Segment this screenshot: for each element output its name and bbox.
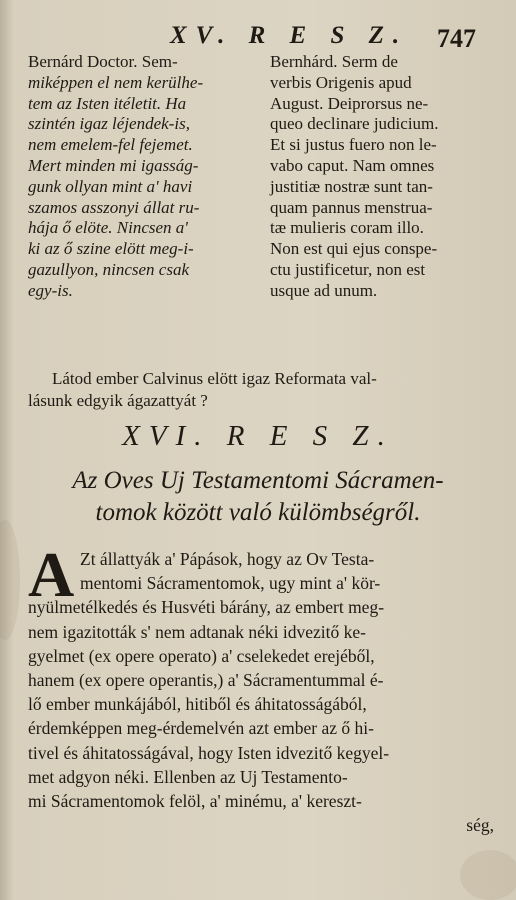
right-line: quam pannus menstrua-	[270, 197, 433, 217]
right-line: ctu justificetur, non est	[270, 259, 426, 279]
right-line: vabo caput. Nam omnes	[270, 155, 435, 175]
body-line: Zt állattyák a' Pápások, hogy az Ov Testa-	[80, 549, 375, 569]
summary-paragraph	[28, 368, 498, 412]
body-line: érdemképpen meg-érdemelvén azt ember az ő hi-	[28, 718, 374, 739]
subtitle-line: tomok között való külömbségről.	[95, 499, 421, 526]
right-line: Non est qui ejus conspe-	[270, 239, 438, 259]
paper-stain	[0, 520, 20, 640]
left-line: nem emelem-fel fejemet.	[28, 135, 193, 155]
body-paragraph	[28, 539, 498, 837]
body-line: hanem (ex opere operantis,) a' Sácramentummal é-	[28, 670, 384, 691]
subtitle-line: Az Oves Uj Testamentomi Sácramen-	[72, 467, 444, 494]
left-line: gunk ollyan mint a' havi	[28, 176, 193, 196]
paper-stain	[460, 850, 516, 900]
right-line: Bernhárd. Serm de	[270, 52, 398, 71]
drop-cap: A	[28, 539, 75, 610]
left-line: Bernárd Doctor. Sem-	[28, 52, 178, 71]
left-line: gazullyon, nincsen csak	[28, 259, 189, 279]
left-column-hungarian	[28, 52, 260, 302]
right-line: verbis Origenis apud	[270, 72, 412, 92]
summary-line: lásunk edgyik ágazattyát ?	[28, 391, 208, 410]
left-line: Mert minden mi igasság-	[28, 155, 199, 175]
page-number: 747	[437, 24, 476, 53]
running-header	[0, 12, 516, 52]
body-line: mi Sácramentomok felöl, a' minému, a' kereszt-	[28, 791, 362, 812]
right-column-latin	[270, 52, 495, 302]
body-line: lő ember munkájából, hitiből és áhitatosságából,	[28, 694, 367, 715]
body-line: mentomi Sácramentomok, ugy mint a' kör-	[80, 573, 381, 594]
right-line: Et si justus fuero non le-	[270, 135, 437, 155]
left-line: egy-is.	[28, 280, 73, 300]
body-line: nem igazitották s' nem adtanak néki idvezitő ke-	[28, 621, 366, 642]
left-line: tem az Isten itéletit. Ha	[28, 93, 187, 113]
right-line: usque ad unum.	[270, 280, 378, 300]
catchword: ség,	[466, 815, 494, 836]
section-subtitle	[0, 465, 516, 529]
section-heading: XVI. R E S Z.	[122, 420, 394, 452]
right-line: tæ mulieris coram illo.	[270, 218, 424, 238]
body-line: tivel és áhitatosságával, hogy Isten idvezitő kegyel-	[28, 742, 390, 763]
left-line: miképpen el nem kerülhe-	[28, 72, 204, 92]
right-line: queo declinare judicium.	[270, 114, 439, 134]
summary-line: Látod ember Calvinus elött igaz Reformata val-	[52, 369, 377, 388]
right-line: justitiæ nostræ sunt tan-	[270, 176, 433, 196]
left-line: hája ő elöte. Nincsen a'	[28, 218, 188, 238]
chapter-heading: XV. R E S Z.	[170, 22, 409, 49]
right-line: August. Deiprorsus ne-	[270, 93, 429, 113]
left-line: szamos asszonyi állat ru-	[28, 197, 200, 217]
body-line: met adgyon néki. Ellenben az Uj Testamento-	[28, 766, 348, 787]
body-line: gyelmet (ex opere operato) a' cselekedet erejéből,	[28, 645, 375, 666]
left-line: ki az ő szine elött meg-i-	[28, 239, 194, 259]
body-line: nyülmetélkedés és Husvéti bárány, az embert meg-	[28, 597, 385, 618]
left-line: szintén igaz léjendek-is,	[28, 114, 190, 134]
